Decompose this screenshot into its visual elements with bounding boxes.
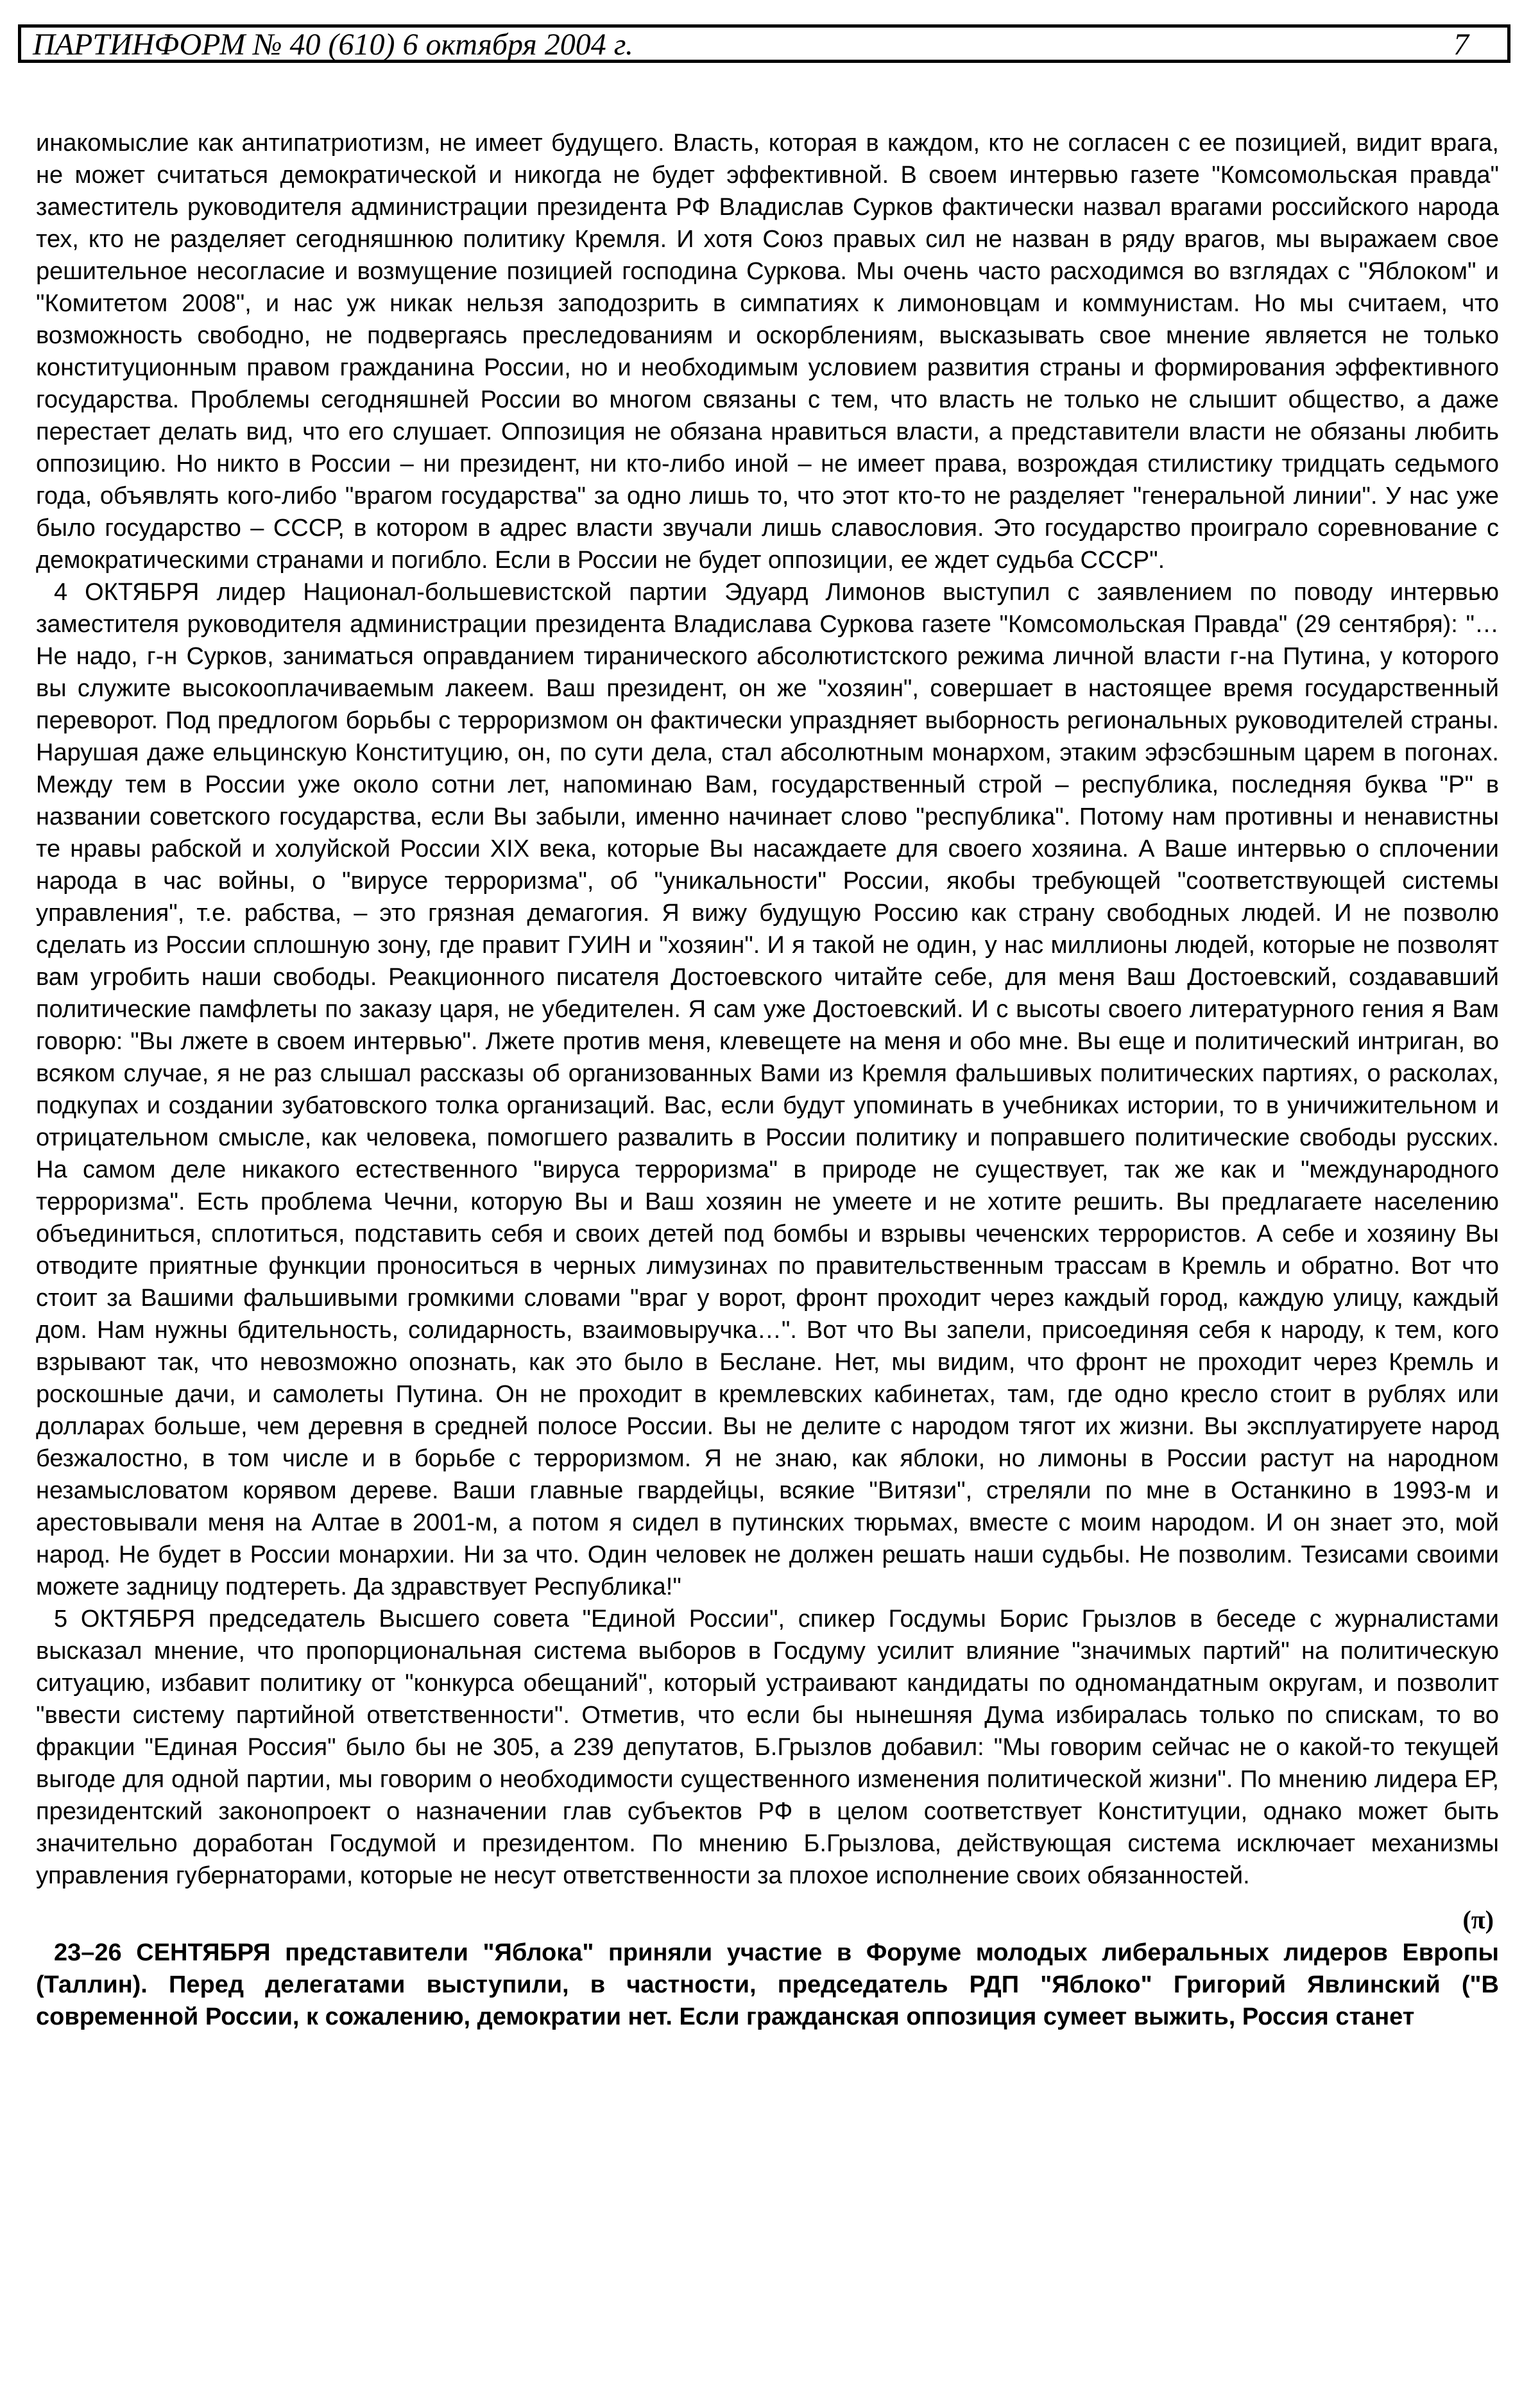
section-marker: (π) xyxy=(1462,1905,1494,1934)
paragraph-limonov-statement: 4 ОКТЯБРЯ лидер Национал-большевистской партии Эдуард Лимонов выступил с заявлением по поводу интервью заместителя руководителя администрации президента Владислава Суркова газете "Комсомольская Правда" (29 сентября): "…Не надо, г-н Сурков, заниматься оправданием тиранического абсолютистского режима личной власти г-на Путина, у которого вы служите высокооплачиваемым лакеем. Ваш президент, он же "хозяин", совершает в настоящее время государственный переворот. Под предлогом борьбы с терроризмом он фактически упраздняет выборность региональных руководителей страны. Нарушая даже ельцинскую Конституцию, он, по сути дела, стал абсолютным монархом, этаким эфэсбэшным царем в погонах. Между тем в России уже около сотни лет, напоминаю Вам, государственный строй – республика, последняя буква "Р" в названии советского государства, если Вы забыли, именно начинает слово "республика". Потому нам противны и ненавистны те нравы рабской и холуйской России XIX века, которые Вы насаждаете для своего хозяина. А Ваше интервью о сплочении народа в час войны, о "вирусе терроризма", об "уникальности" России, якобы требующей "соответствующей системы управления", т.е. рабства, – это грязная демагогия. Я вижу будущую Россию как страну свободных людей. И не позволю сделать из России сплошную зону, где правит ГУИН и "хозяин". И я такой не один, у нас миллионы людей, которые не позволят вам угробить наши свободы. Реакционного писателя Достоевского читайте себе, для меня Ваш Достоевский, создававший политические памфлеты по заказу царя, не убедителен. Я сам уже Достоевский. И с высоты своего литературного гения я Вам говорю: "Вы лжете в своем интервью". Лжете против меня, клевещете на меня и обо мне. Вы еще и политический интриган, во всяком случае, я не раз слышал рассказы об организованных Вами из Кремля фальшивых политических партиях, о расколах, подкупах и создании зубатовского толка организаций. Вас, если будут упоминать в учебниках истории, то в уничижительном и отрицательном смысле, как человека, помогшего развалить в России политику и поправшего политические свободы русских. На самом деле никакого естественного "вируса терроризма" в природе не существует, так же как и "международного терроризма". Есть проблема Чечни, которую Вы и Ваш хозяин не умеете и не хотите решить. Вы предлагаете населению объединиться, сплотиться, подставить себя и своих детей под бомбы и взрывы чеченских террористов. А себе и хозяину Вы отводите приятные функции проноситься в черных лимузинах по правительственным трассам в Кремль и обратно. Вот что стоит за Вашими фальшивыми громкими словами "враг у ворот, фронт проходит через каждый город, каждую улицу, каждый дом. Нам нужны бдительность, солидарность, взаимовыручка…". Вот что Вы запели, присоединяя себя к народу, к тем, кого взрывают так, что невозможно опознать, как это было в Беслане. Нет, мы видим, что фронт не проходит через Кремль и роскошные дачи, и самолеты Путина. Он не проходит в кремлевских кабинетах, там, где одно кресло стоит в рублях или долларах больше, чем деревня в средней полосе России. Вы не делите с народом тягот их жизни. Вы эксплуатируете народ безжалостно, в том числе и в борьбе с терроризмом. Я не знаю, как яблоки, но лимоны в России растут на народном незамысловатом корявом дереве. Ваши главные гвардейцы, всякие "Витязи", стреляли по мне в Останкино в 1993-м и арестовывали меня на Алтае в 2001-м, а потом я сидел в путинских тюрьмах, вместе с моим народом. И он знает это, мой народ. Не будет в России монархии. Ни за что. Один человек не должен решать наши судьбы. Не позволим. Тезисами своими можете задницу подтереть. Да здравствует Республика!" xyxy=(36,579,1499,1600)
publication-title: ПАРТИНФОРМ № 40 (610) 6 октября 2004 г. xyxy=(33,28,633,62)
paragraph-gryzlov: 5 ОКТЯБРЯ председатель Высшего совета "Единой России", спикер Госдумы Борис Грызлов в беседе с журналистами высказал мнение, что пропорциональная система выборов в Госдуму усилит влияние "значимых партий" на политическую ситуацию, избавит политику от "конкурса обещаний", который устраивают кандидаты по одномандатным округам, и позволит "ввести систему партийной ответственности". Отметив, что если бы нынешняя Дума избиралась только по спискам, то во фракции "Единая Россия" было бы не 305, а 239 депутатов, Б.Грызлов добавил: "Мы говорим сейчас не о какой-то текущей выгоде для одной партии, мы говорим о необходимости существенного изменения политической жизни". По мнению лидера ЕР, президентский законопроект о назначении глав субъектов РФ в целом соответствует Конституции, однако может быть значительно доработан Госдумой и президентом. По мнению Б.Грызлова, действующая система исключает механизмы управления губернаторами, которые не несут ответственности за плохое исполнение своих обязанностей. xyxy=(36,1606,1499,1889)
article-body xyxy=(36,127,1499,2033)
paragraph-yabloko-forum: 23–26 СЕНТЯБРЯ представители "Яблока" приняли участие в Форуме молодых либеральных лидеров Европы (Таллин). Перед делегатами выступили, в частности, председатель РДП "Яблоко" Григорий Явлинский ("В современной России, к сожалению, демократии нет. Если гражданская оппозиция сумеет выжить, Россия станет xyxy=(36,1939,1499,2030)
paragraph-continuation: инакомыслие как антипатриотизм, не имеет будущего. Власть, которая в каждом, кто не согласен с ее позицией, видит врага, не может считаться демократической и никогда не будет эффективной. В своем интервью газете "Комсомольская правда" заместитель руководителя администрации президента РФ Владислав Сурков фактически назвал врагами российского народа тех, кто не разделяет сегодняшнюю политику Кремля. И хотя Союз правых сил не назван в ряду врагов, мы выражаем свое решительное несогласие и возмущение позицией господина Суркова. Мы очень часто расходимся во взглядах с "Яблоком" и "Комитетом 2008", и нас уж никак нельзя заподозрить в симпатиях к лимоновцам и коммунистам. Но мы считаем, что возможность свободно, не подвергаясь преследованиям и оскорблениям, высказывать свое мнение является не только конституционным правом гражданина России, но и необходимым условием развития страны и формирования эффективного государства. Проблемы сегодняшней России во многом связаны с тем, что власть не только не слышит общество, а даже перестает делать вид, что его слушает. Оппозиция не обязана нравиться власти, а представители власти не обязаны любить оппозицию. Но никто в России – ни президент, ни кто-либо иной – не имеет права, возрождая стилистику тридцать седьмого года, объявлять кого-либо "врагом государства" за одно лишь то, что этот кто-то не разделяет "генеральной линии". У нас уже было государство – СССР, в котором в адрес власти звучали лишь славословия. Это государство проиграло соревнование с демократическими странами и погибло. Если в России не будет оппозиции, ее ждет судьба СССР". xyxy=(36,130,1499,574)
page-number: 7 xyxy=(1453,28,1469,62)
page-header xyxy=(18,24,1510,63)
